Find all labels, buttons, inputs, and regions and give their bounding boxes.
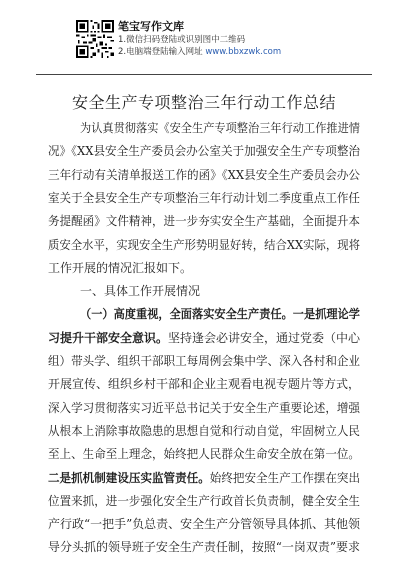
body-line-text: 产行政“一把手”负总责、安全生产分管领导具体抓、其他领	[48, 517, 361, 532]
body-line-text: 室关于全县安全生产专项整治三年行动计划二季度重点工作任	[48, 190, 360, 205]
body-line-text: 深入学习贯彻落实习近平总书记关于安全生产重要论述，增强	[48, 400, 360, 415]
body-line-text: 导分头抓的领导班子安全生产责任制，按照“一岗双责”要求	[48, 540, 361, 555]
body-line-text: 始终把安全生产工作摆在突出	[209, 470, 361, 485]
body-line-text: 一、具体工作开展情况	[80, 284, 201, 299]
body-line-text: 组）带头学、组织干部职工每周例会集中学、深入各村和企业	[48, 354, 360, 368]
body-line	[48, 214, 360, 228]
body-line	[48, 471, 360, 485]
body-line-text: 坚持逢会必讲安全，通过党委（中心	[168, 330, 361, 345]
body-line	[48, 238, 360, 252]
body-line	[80, 284, 200, 298]
body-line-bold: 习提升干部安全意识。	[48, 330, 169, 345]
body-line	[48, 331, 360, 345]
body-line-text: 务提醒函》文件精神，进一步夯实安全生产基础，全面提升本	[48, 214, 360, 229]
url-instruction	[118, 46, 378, 58]
body-line-text: 开展宣传、组织乡村干部和企业主观看电视专题片等方式，	[48, 377, 360, 392]
body-line	[48, 424, 360, 438]
body-line	[80, 307, 360, 321]
body-line	[48, 354, 360, 368]
body-line-text: 从根本上消除事故隐患的思想自觉和行动自觉，牢固树立人民	[48, 423, 360, 438]
body-line-bold: 二是抓机制建设压实监管责任。	[48, 470, 210, 485]
body-line-bold: （一）高度重视，全面落实安全生产责任。一是抓理论学	[80, 307, 361, 322]
scan-instruction: 1.微信扫码登陆或识别图中二维码	[118, 35, 246, 45]
header-divider	[36, 74, 372, 75]
body-line	[48, 168, 360, 182]
body-line	[48, 447, 360, 461]
body-line-text: 工作开展的情况汇报如下。	[48, 260, 193, 275]
body-line	[48, 494, 360, 508]
body-line-text: 况》《XX县安全生产委员会办公室关于加强安全生产专项整治	[48, 144, 361, 159]
body-line-text: 三年行动有关清单报送工作的函》《XX县安全生产委员会办公	[48, 167, 361, 182]
body-line	[80, 121, 360, 135]
brand-title: 笔宝写作文库	[118, 20, 184, 33]
body-line-text: 至上、生命至上理念，始终把人民群众生命安全放在第一位。	[48, 447, 360, 462]
body-line	[48, 144, 360, 158]
brand-block	[118, 20, 378, 58]
qr-code-icon[interactable]	[76, 20, 114, 58]
body-line-text: 为认真贯彻落实《安全生产专项整治三年行动工作推进情	[80, 121, 361, 135]
body-line-text: 位置来抓，进一步强化安全生产行政首长负责制，健全安全生	[48, 493, 360, 508]
body-line	[48, 377, 360, 391]
body-line-text: 质安全水平，实现安全生产形势明显好转，结合XX实际，现将	[48, 237, 361, 252]
body-line	[48, 517, 360, 531]
body-line	[48, 540, 360, 554]
body-line	[48, 401, 360, 415]
url-instruction-prefix: 2.电脑端登陆输入网址	[118, 47, 203, 57]
site-url-link[interactable]: www.bbxzwk.com	[205, 47, 282, 57]
header	[76, 20, 376, 74]
document-title: 安全生产专项整治三年行动工作总结	[71, 93, 336, 112]
body-line	[48, 261, 192, 275]
body-line	[48, 191, 360, 205]
